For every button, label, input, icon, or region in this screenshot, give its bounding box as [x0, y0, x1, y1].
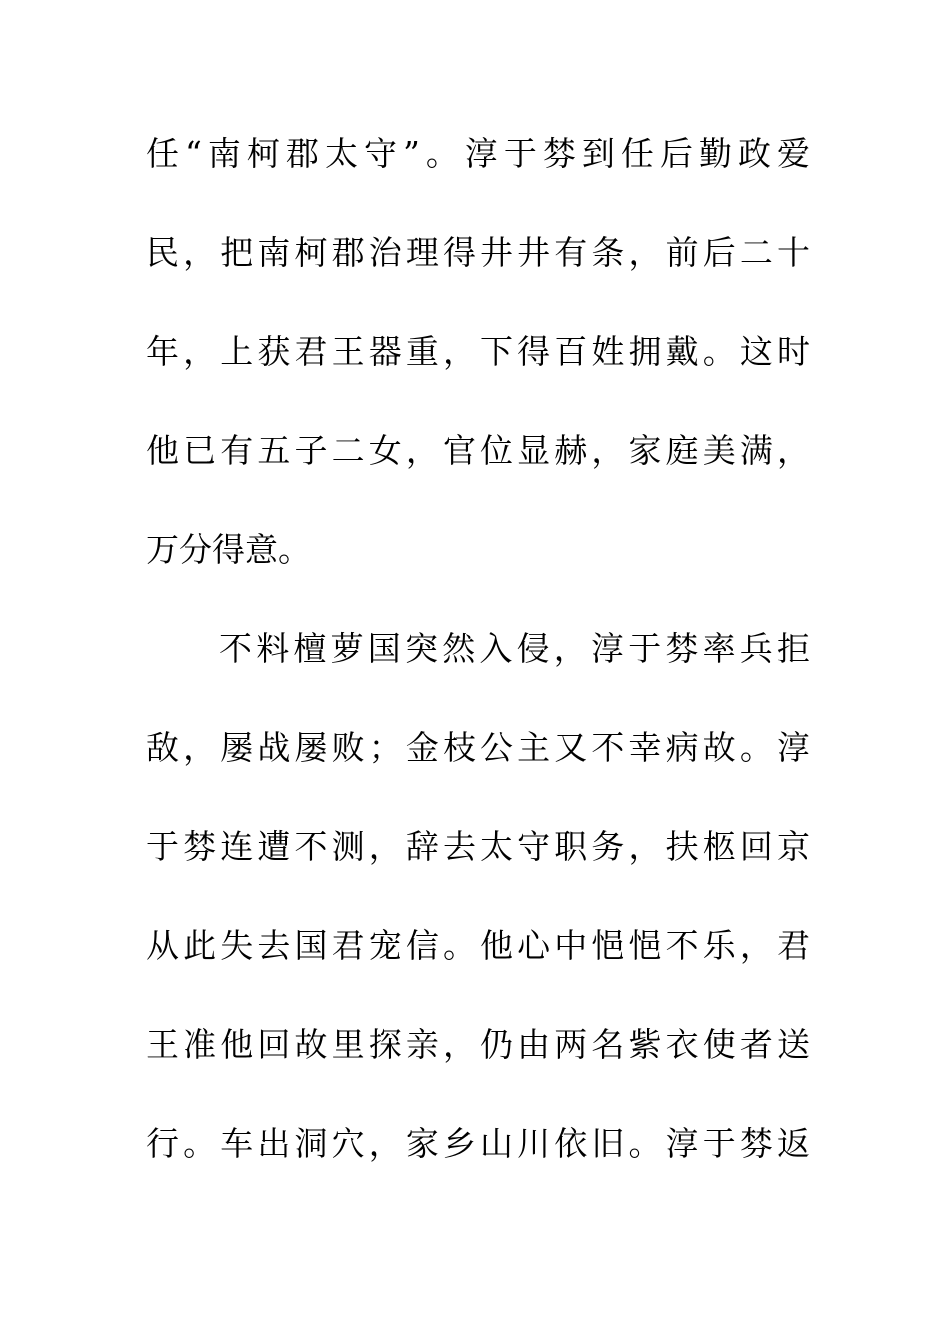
text-line: 年，上获君王器重，下得百姓拥戴。这时: [146, 332, 810, 371]
text-line: 不料檀萝国突然入侵，淳于棼率兵拒: [219, 629, 810, 668]
text-line: 任“南柯郡太守”。淳于棼到任后勤政爱: [146, 134, 810, 173]
text-line: 民，把南柯郡治理得井井有条，前后二十: [146, 233, 810, 272]
text-line: 他已有五子二女，官位显赫，家庭美满，: [146, 431, 810, 470]
text-line: 从此失去国君宠信。他心中悒悒不乐，君: [146, 926, 810, 965]
text-line: 于棼连遭不测，辞去太守职务，扶柩回京: [146, 827, 810, 866]
text-line: 王准他回故里探亲，仍由两名紫衣使者送: [146, 1025, 810, 1064]
text-line: 敌，屡战屡败；金枝公主又不幸病故。淳: [146, 728, 810, 767]
paragraph-2: [146, 625, 810, 1219]
text-line: 万分得意。: [146, 530, 311, 569]
text-line: 行。车出洞穴，家乡山川依旧。淳于棼返: [146, 1124, 810, 1163]
paragraph-1: [146, 130, 810, 625]
